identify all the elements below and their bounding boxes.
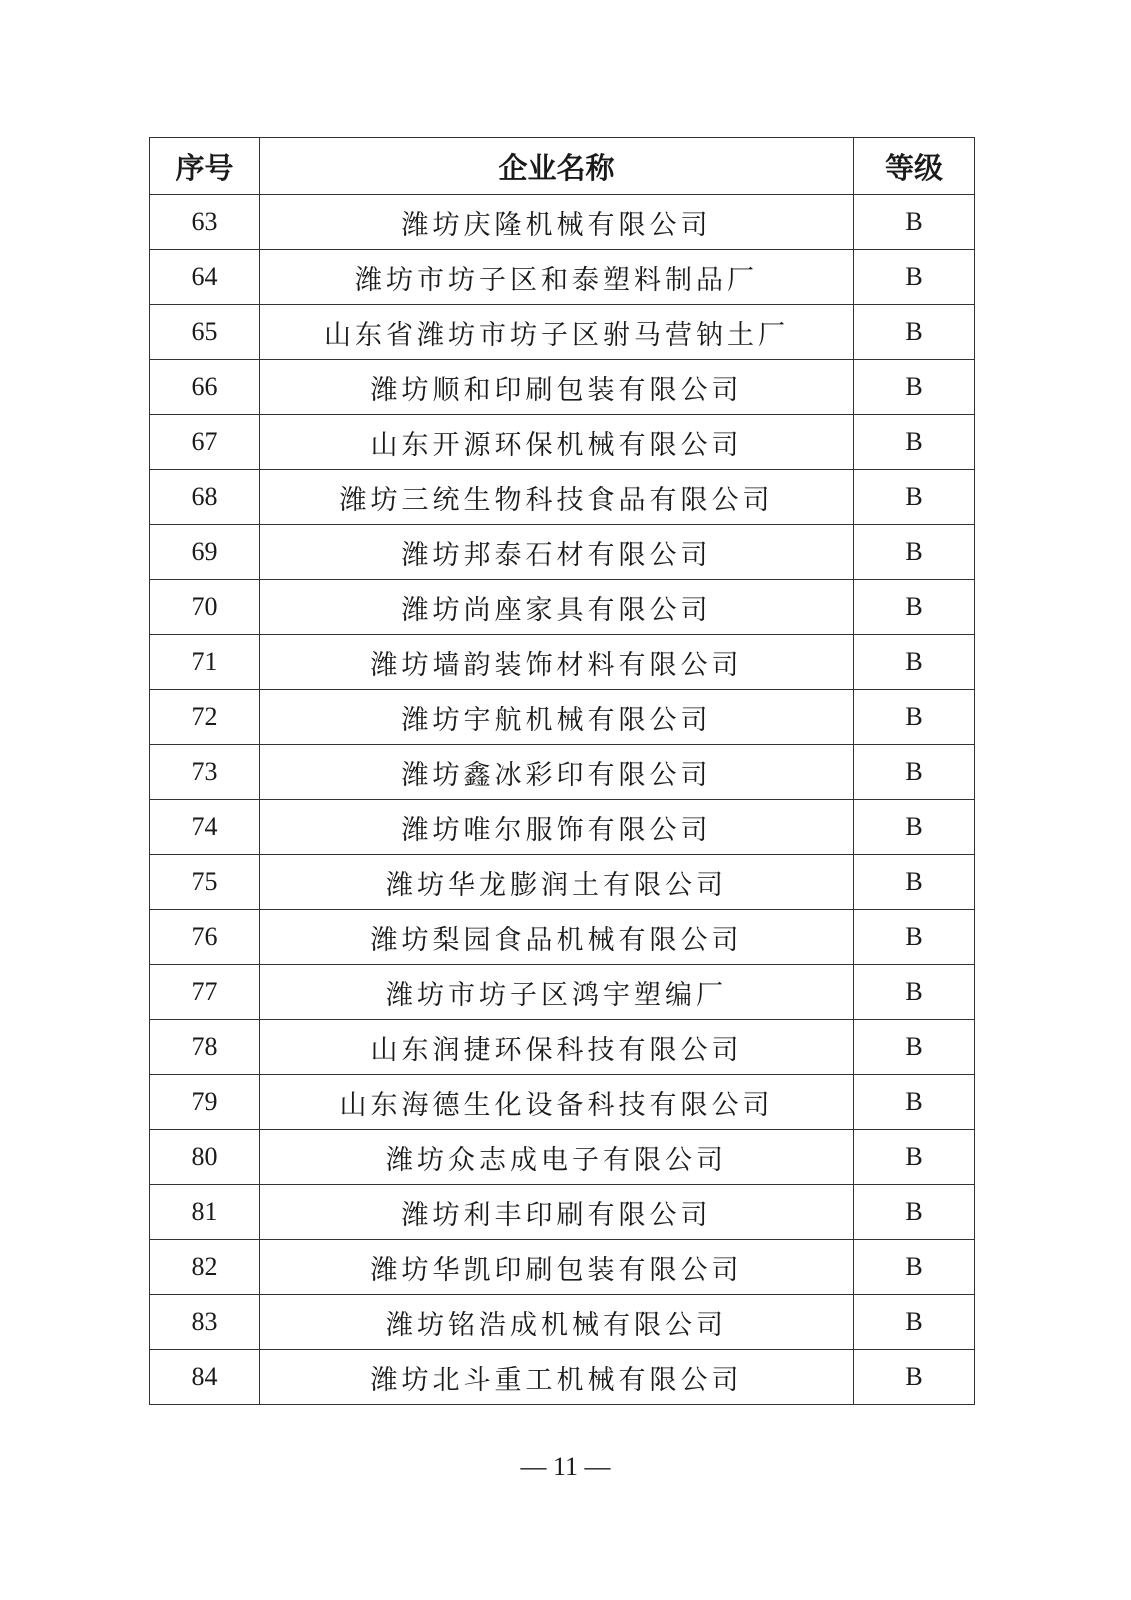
header-grade: 等级 xyxy=(854,138,975,195)
grade-cell: B xyxy=(854,910,975,965)
enterprise-name-cell: 潍坊华龙膨润土有限公司 xyxy=(260,855,854,910)
header-serial-number: 序号 xyxy=(150,138,260,195)
grade-cell: B xyxy=(854,800,975,855)
grade-cell: B xyxy=(854,855,975,910)
header-enterprise-name: 企业名称 xyxy=(260,138,854,195)
table-row xyxy=(150,800,975,855)
enterprise-name-cell: 潍坊墙韵装饰材料有限公司 xyxy=(260,635,854,690)
enterprise-name-cell: 潍坊梨园食品机械有限公司 xyxy=(260,910,854,965)
serial-number-cell: 70 xyxy=(150,580,260,635)
enterprise-name-cell: 潍坊顺和印刷包装有限公司 xyxy=(260,360,854,415)
grade-cell: B xyxy=(854,1075,975,1130)
table-row xyxy=(150,1295,975,1350)
enterprise-name-cell: 潍坊市坊子区和泰塑料制品厂 xyxy=(260,250,854,305)
grade-cell: B xyxy=(854,305,975,360)
serial-number-cell: 79 xyxy=(150,1075,260,1130)
grade-cell: B xyxy=(854,250,975,305)
grade-cell: B xyxy=(854,690,975,745)
grade-cell: B xyxy=(854,635,975,690)
grade-cell: B xyxy=(854,360,975,415)
enterprise-name-cell: 潍坊宇航机械有限公司 xyxy=(260,690,854,745)
serial-number-cell: 71 xyxy=(150,635,260,690)
serial-number-cell: 66 xyxy=(150,360,260,415)
grade-cell: B xyxy=(854,745,975,800)
enterprise-name-cell: 山东省潍坊市坊子区驸马营钠土厂 xyxy=(260,305,854,360)
enterprise-name-cell: 潍坊北斗重工机械有限公司 xyxy=(260,1350,854,1405)
enterprise-name-cell: 潍坊邦泰石材有限公司 xyxy=(260,525,854,580)
serial-number-cell: 65 xyxy=(150,305,260,360)
grade-cell: B xyxy=(854,580,975,635)
enterprise-name-cell: 潍坊庆隆机械有限公司 xyxy=(260,195,854,250)
grade-cell: B xyxy=(854,415,975,470)
grade-cell: B xyxy=(854,195,975,250)
grade-cell: B xyxy=(854,1240,975,1295)
grade-cell: B xyxy=(854,1295,975,1350)
enterprise-name-cell: 潍坊唯尔服饰有限公司 xyxy=(260,800,854,855)
table-row xyxy=(150,360,975,415)
serial-number-cell: 74 xyxy=(150,800,260,855)
enterprise-name-cell: 潍坊尚座家具有限公司 xyxy=(260,580,854,635)
serial-number-cell: 69 xyxy=(150,525,260,580)
table-row xyxy=(150,1020,975,1075)
enterprise-name-cell: 山东开源环保机械有限公司 xyxy=(260,415,854,470)
enterprise-rating-table xyxy=(149,137,975,1405)
serial-number-cell: 63 xyxy=(150,195,260,250)
serial-number-cell: 64 xyxy=(150,250,260,305)
serial-number-cell: 77 xyxy=(150,965,260,1020)
serial-number-cell: 83 xyxy=(150,1295,260,1350)
table-row xyxy=(150,855,975,910)
grade-cell: B xyxy=(854,1350,975,1405)
serial-number-cell: 75 xyxy=(150,855,260,910)
serial-number-cell: 72 xyxy=(150,690,260,745)
grade-cell: B xyxy=(854,1185,975,1240)
serial-number-cell: 68 xyxy=(150,470,260,525)
serial-number-cell: 78 xyxy=(150,1020,260,1075)
table-row xyxy=(150,1075,975,1130)
enterprise-name-cell: 潍坊市坊子区鸿宇塑编厂 xyxy=(260,965,854,1020)
table-row xyxy=(150,965,975,1020)
serial-number-cell: 82 xyxy=(150,1240,260,1295)
enterprise-name-cell: 潍坊铭浩成机械有限公司 xyxy=(260,1295,854,1350)
table-row xyxy=(150,910,975,965)
table-row xyxy=(150,580,975,635)
table-row xyxy=(150,525,975,580)
grade-cell: B xyxy=(854,470,975,525)
grade-cell: B xyxy=(854,965,975,1020)
enterprise-name-cell: 潍坊利丰印刷有限公司 xyxy=(260,1185,854,1240)
table-row xyxy=(150,1350,975,1405)
table-row xyxy=(150,635,975,690)
table-row xyxy=(150,690,975,745)
table-row xyxy=(150,470,975,525)
table-body xyxy=(150,195,975,1405)
table-header-row xyxy=(150,138,975,195)
serial-number-cell: 73 xyxy=(150,745,260,800)
table-row xyxy=(150,305,975,360)
serial-number-cell: 76 xyxy=(150,910,260,965)
table-row xyxy=(150,1185,975,1240)
table-row xyxy=(150,250,975,305)
table-row xyxy=(150,195,975,250)
table-row xyxy=(150,745,975,800)
serial-number-cell: 81 xyxy=(150,1185,260,1240)
grade-cell: B xyxy=(854,1020,975,1075)
table-row xyxy=(150,1130,975,1185)
table-row xyxy=(150,1240,975,1295)
enterprise-name-cell: 潍坊华凯印刷包装有限公司 xyxy=(260,1240,854,1295)
enterprise-name-cell: 山东润捷环保科技有限公司 xyxy=(260,1020,854,1075)
enterprise-rating-table-container xyxy=(149,137,974,1405)
serial-number-cell: 67 xyxy=(150,415,260,470)
enterprise-name-cell: 潍坊众志成电子有限公司 xyxy=(260,1130,854,1185)
enterprise-name-cell: 山东海德生化设备科技有限公司 xyxy=(260,1075,854,1130)
enterprise-name-cell: 潍坊三统生物科技食品有限公司 xyxy=(260,470,854,525)
page-number: — 11 — xyxy=(520,1452,611,1481)
grade-cell: B xyxy=(854,1130,975,1185)
enterprise-name-cell: 潍坊鑫冰彩印有限公司 xyxy=(260,745,854,800)
table-row xyxy=(150,415,975,470)
grade-cell: B xyxy=(854,525,975,580)
serial-number-cell: 84 xyxy=(150,1350,260,1405)
serial-number-cell: 80 xyxy=(150,1130,260,1185)
